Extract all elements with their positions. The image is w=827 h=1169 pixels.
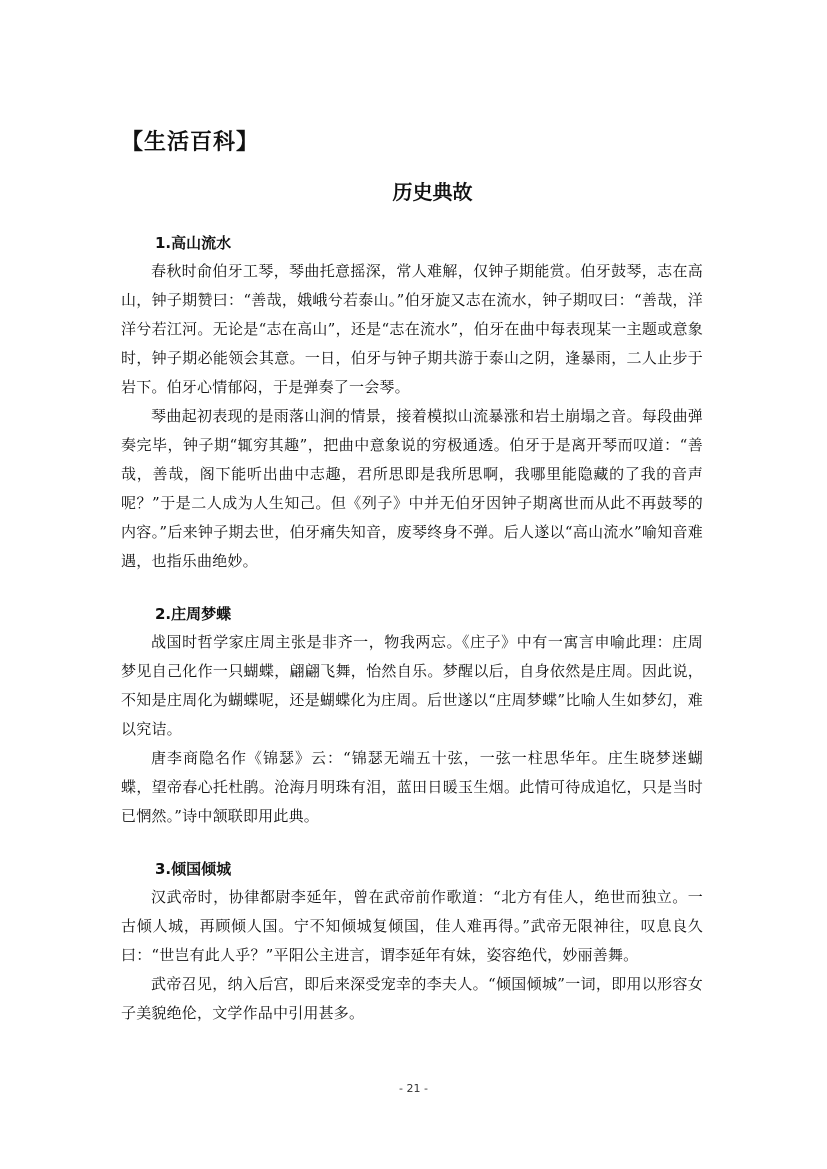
section-qingguo-qingcheng [121,855,703,1028]
section-heading: 3.倾国倾城 [155,860,232,878]
page-title: 历史典故 [392,180,473,204]
paragraph: 汉武帝时，协律都尉李延年，曾在武帝前作歌道：“北方有佳人，绝世而独立。一古倾人城，再顾倾人国。宁不知倾城复倾国，佳人难再得。”武帝无限神往，叹息良久曰：“世岂有此人乎？”平阳公主进言，谓李延年有妹，姿容绝代，妙丽善舞。 [121,888,703,964]
paragraph: 春秋时俞伯牙工琴，琴曲托意摇深，常人难解，仅钟子期能赏。伯牙鼓琴，志在高山，钟子期赞曰：“善哉，娥峨兮若泰山。”伯牙旋又志在流水，钟子期叹曰：“善哉，洋洋兮若江河。无论是“志在高山”，还是“志在流水”，伯牙在曲中每表现某一主题或意象时，钟子期必能领会其意。一日，伯牙与钟子期共游于泰山之阴，逢暴雨，二人止步于岩下。伯牙心情郁闷，于是弹奏了一会琴。 [121,262,703,396]
section-gaoshan-liushui [121,229,703,576]
paragraph: 战国时哲学家庄周主张是非齐一，物我两忘。《庄子》中有一寓言申喻此理：庄周梦见自己化作一只蝴蝶，翩翩飞舞，怡然自乐。梦醒以后，自身依然是庄周。因此说，不知是庄周化为蝴蝶呢，还是蝴蝶化为庄周。后世遂以“庄周梦蝶”比喻人生如梦幻，难以究诘。 [121,633,703,738]
page-number: - 21 - [399,1082,428,1095]
paragraph: 武帝召见，纳入后宫，即后来深受宠幸的李夫人。“倾国倾城”一词，即用以形容女子美貌绝伦，文学作品中引用甚多。 [121,975,703,1022]
section-zhuangzhou-mengdie [121,600,703,831]
paragraph: 唐李商隐名作《锦瑟》云：“锦瑟无端五十弦，一弦一柱思华年。庄生晓梦迷蝴蝶，望帝春心托杜鹃。沧海月明珠有泪，蓝田日暖玉生烟。此情可待成追忆，只是当时已惘然。”诗中颔联即用此典。 [121,749,703,825]
paragraph: 琴曲起初表现的是雨落山涧的情景，接着模拟山流暴涨和岩土崩塌之音。每段曲弹奏完毕，钟子期“辄穷其趣”，把曲中意象说的穷极通透。伯牙于是离开琴而叹道：“善哉，善哉，阁下能听出曲中志趣，君所思即是我所思啊，我哪里能隐藏的了我的音声呢？”于是二人成为人生知己。但《列子》中并无伯牙因钟子期离世而从此不再鼓琴的内容。”后来钟子期去世，伯牙痛失知音，废琴终身不弹。后人遂以“高山流水”喻知音难遇，也指乐曲绝妙。 [121,407,703,570]
section-heading: 1.高山流水 [155,234,232,252]
article-body [121,229,703,1028]
section-heading: 2.庄周梦蝶 [155,605,232,623]
category-label: 【生活百科】 [121,130,260,155]
